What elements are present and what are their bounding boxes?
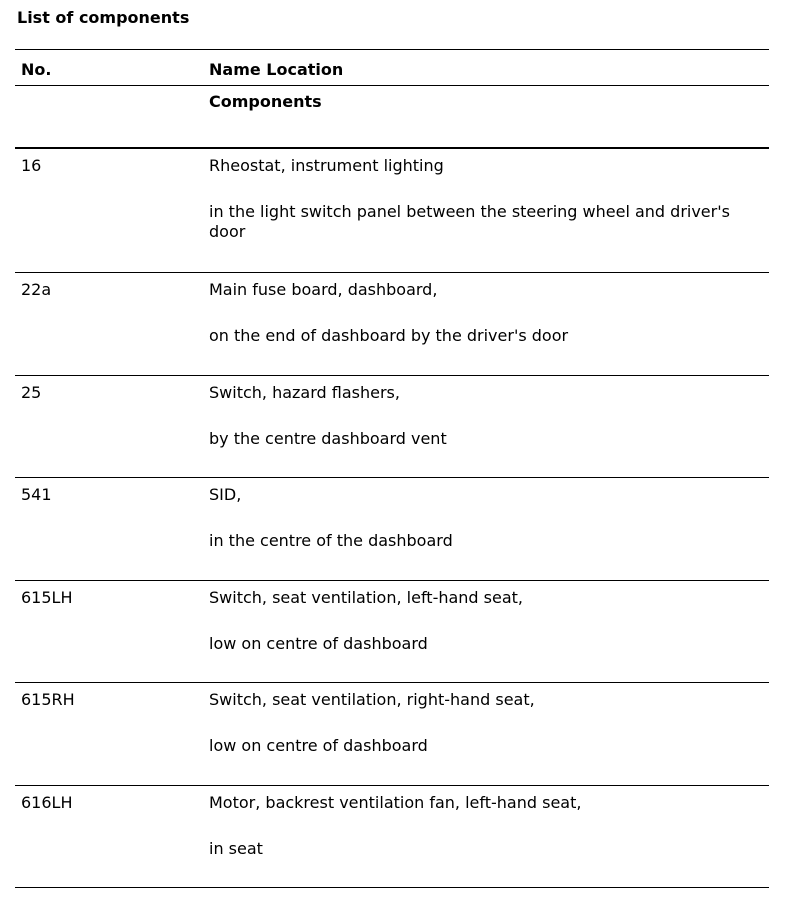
table-subheader <box>15 86 769 149</box>
table-row <box>15 683 769 786</box>
row-location: in the centre of the dashboard <box>209 531 453 550</box>
table-row <box>15 581 769 683</box>
row-location: in the light switch panel between the steering wheel and driver's door <box>209 202 730 241</box>
row-cell <box>209 156 769 242</box>
row-cell <box>209 485 769 551</box>
row-location: on the end of dashboard by the driver's door <box>209 326 569 345</box>
page-title: List of components <box>17 8 190 27</box>
subheader-components: Components <box>209 92 322 111</box>
row-cell <box>209 280 769 346</box>
components-table <box>15 49 769 888</box>
table-row <box>15 376 769 478</box>
table-row <box>15 149 769 273</box>
row-cell <box>209 588 769 654</box>
row-name: Switch, seat ventilation, left-hand seat, <box>209 588 524 607</box>
row-cell <box>209 690 769 756</box>
row-no: 541 <box>21 485 52 504</box>
row-no: 615RH <box>21 690 75 709</box>
table-row <box>15 273 769 376</box>
row-location: low on centre of dashboard <box>209 736 428 755</box>
row-cell <box>209 793 769 859</box>
row-name: Switch, seat ventilation, right-hand seat, <box>209 690 535 709</box>
header-name-location: Name Location <box>209 60 344 79</box>
row-name: Switch, hazard flashers, <box>209 383 400 402</box>
row-cell <box>209 383 769 449</box>
row-no: 616LH <box>21 793 73 812</box>
row-no: 16 <box>21 156 42 175</box>
table-row <box>15 478 769 581</box>
row-no: 25 <box>21 383 42 402</box>
table-header <box>15 49 769 86</box>
row-no: 615LH <box>21 588 73 607</box>
header-no: No. <box>21 60 52 79</box>
row-name: SID, <box>209 485 242 504</box>
row-location: low on centre of dashboard <box>209 634 428 653</box>
row-name: Motor, backrest ventilation fan, left-hand seat, <box>209 793 582 812</box>
row-name: Main fuse board, dashboard, <box>209 280 438 299</box>
row-name: Rheostat, instrument lighting <box>209 156 444 175</box>
row-no: 22a <box>21 280 52 299</box>
row-location: in seat <box>209 839 263 858</box>
table-row <box>15 786 769 888</box>
row-location: by the centre dashboard vent <box>209 429 447 448</box>
